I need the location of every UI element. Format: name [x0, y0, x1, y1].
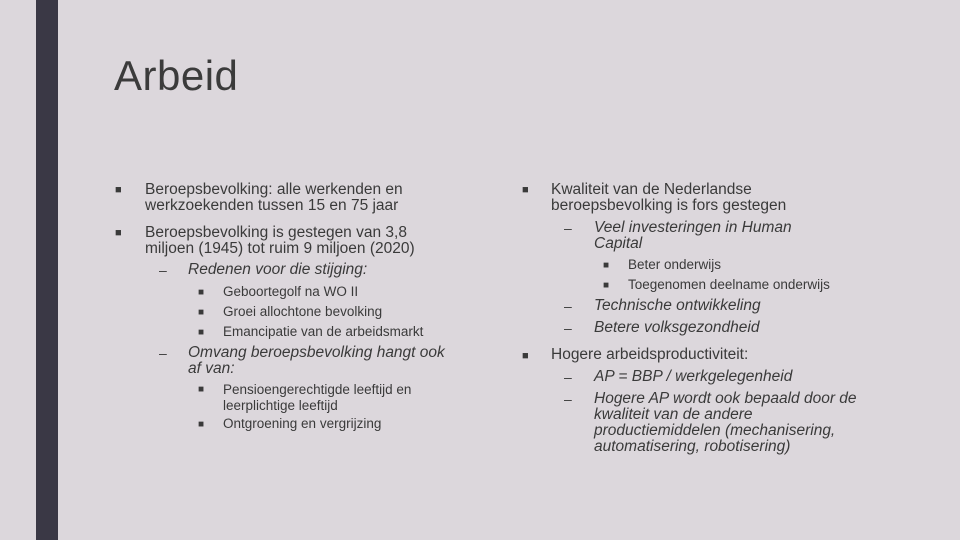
- bullet-square-icon: ■: [603, 280, 610, 291]
- dash-bullet-icon: –: [564, 320, 572, 336]
- left-subsub-2: Groei allochtone bevolking: [223, 304, 383, 319]
- left-bullet-1: Beroepsbevolking: alle werkenden en werkzoekenden tussen 15 en 75 jaar: [145, 181, 403, 214]
- left-bullet-2: Beroepsbevolking is gestegen van 3,8 miljoen (1945) tot ruim 9 miljoen (2020): [145, 224, 415, 257]
- bullet-square-icon: ■: [115, 184, 122, 196]
- left-subsub-3: Emancipatie van de arbeidsmarkt: [223, 324, 424, 339]
- bullet-square-icon: ■: [603, 260, 610, 271]
- bullet-square-icon: ■: [522, 350, 529, 362]
- dash-bullet-icon: –: [564, 369, 572, 385]
- left-sub-2: Omvang beroepsbevolking hangt ook af van:: [188, 344, 445, 377]
- left-subsub-1: Geboortegolf na WO II: [223, 284, 359, 299]
- bullet-square-icon: ■: [198, 384, 205, 395]
- right-bullet-1: Kwaliteit van de Nederlandse beroepsbevolking is fors gestegen: [551, 181, 787, 214]
- right-sub-3: Betere volksgezondheid: [594, 319, 760, 336]
- sidebar-accent-bar: [36, 0, 58, 540]
- right-sub-4: AP = BBP / werkgelegenheid: [594, 368, 793, 385]
- left-sub-1: Redenen voor die stijging:: [188, 261, 368, 278]
- dash-bullet-icon: –: [159, 345, 167, 361]
- bullet-square-icon: ■: [115, 227, 122, 239]
- bullet-square-icon: ■: [198, 287, 205, 298]
- right-subsub-2: Toegenomen deelname onderwijs: [628, 277, 830, 292]
- dash-bullet-icon: –: [564, 298, 572, 314]
- bullet-square-icon: ■: [198, 327, 205, 338]
- bullet-square-icon: ■: [522, 184, 529, 196]
- bullet-square-icon: ■: [198, 419, 205, 430]
- right-sub-1: Veel investeringen in Human Capital: [594, 219, 792, 252]
- right-bullet-2: Hogere arbeidsproductiviteit:: [551, 346, 749, 363]
- right-sub-2: Technische ontwikkeling: [594, 297, 761, 314]
- right-sub-5: Hogere AP wordt ook bepaald door de kwaliteit van de andere productiemiddelen (mechanisering, automatisering, robotisering): [594, 390, 857, 455]
- slide-title: Arbeid: [114, 52, 239, 99]
- left-subsub-5: Ontgroening en vergrijzing: [223, 416, 382, 431]
- dash-bullet-icon: –: [564, 391, 572, 407]
- bullet-square-icon: ■: [198, 307, 205, 318]
- right-subsub-1: Beter onderwijs: [628, 257, 722, 272]
- dash-bullet-icon: –: [564, 220, 572, 236]
- left-subsub-4: Pensioengerechtigde leeftijd en leerplichtige leeftijd: [223, 382, 412, 413]
- dash-bullet-icon: –: [159, 262, 167, 278]
